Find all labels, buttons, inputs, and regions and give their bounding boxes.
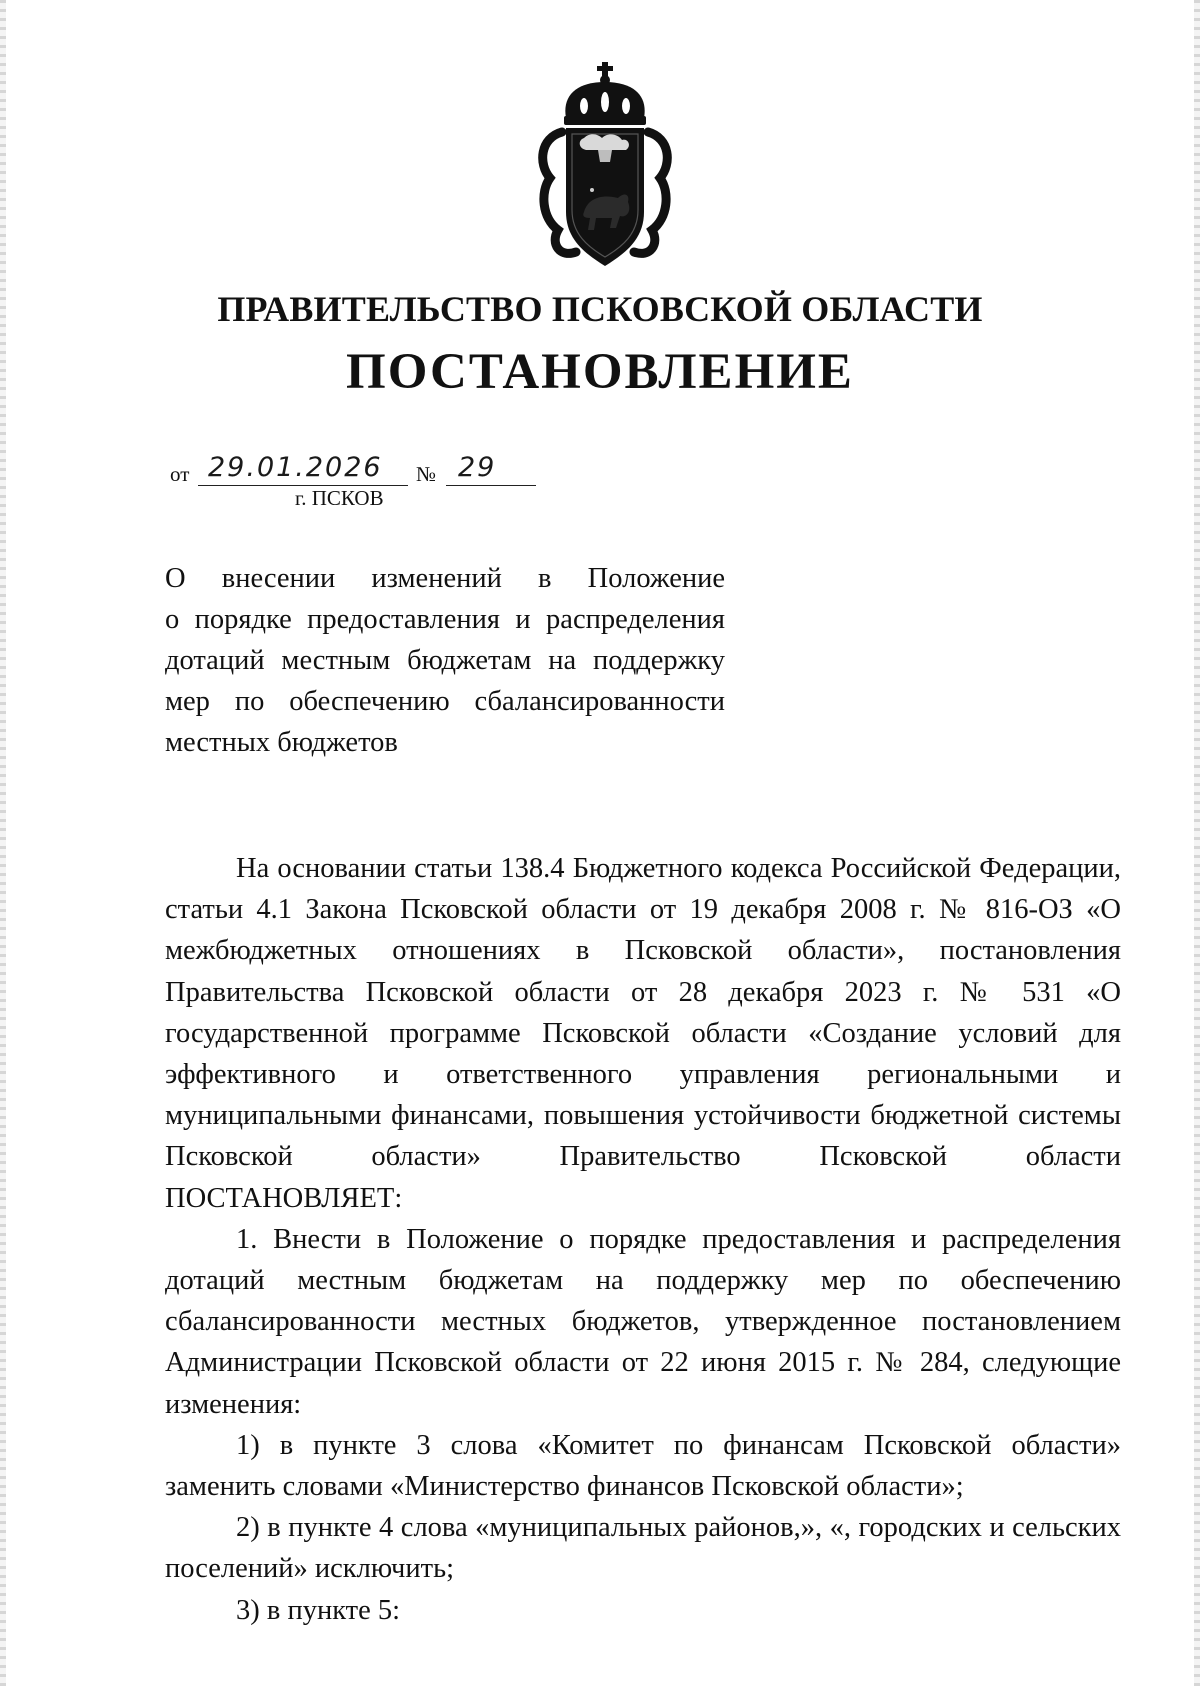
subject-line: О внесении изменений в Положение bbox=[165, 563, 725, 594]
city-label: г. ПСКОВ bbox=[295, 486, 384, 510]
number-underline bbox=[446, 485, 536, 486]
subject-line: местных бюджетов bbox=[165, 727, 398, 758]
preamble-paragraph: На основании статьи 138.4 Бюджетного кодекса Российской Федерации, статьи 4.1 Закона Псковской области от 19 декабря 2008 г. № 816-ОЗ «О межбюджетных отношениях в Псковской области», постановления Правительства Псковской области от 28 декабря 2023 г. № 531 «О государственной программе Псковской области «Создание условий для эффективного и ответственного управления региональными и муниципальными финансами, повышения устойчивости бюджетной системы Псковской области» Правительство Псковской области bbox=[165, 853, 1121, 1173]
document-body bbox=[165, 848, 1121, 1631]
pskov-coat-of-arms-icon bbox=[532, 62, 678, 274]
subject-line: о порядке предоставления и распределения bbox=[165, 604, 725, 635]
number-prefix: № bbox=[416, 462, 437, 486]
decree-word: ПОСТАНОВЛЯЕТ: bbox=[165, 1182, 403, 1214]
subject-line: дотаций местным бюджетам на поддержку bbox=[165, 645, 725, 676]
document-subject bbox=[165, 558, 725, 763]
document-type-title: ПОСТАНОВЛЕНИЕ bbox=[346, 344, 854, 400]
organization-title: ПРАВИТЕЛЬСТВО ПСКОВСКОЙ ОБЛАСТИ bbox=[217, 289, 983, 329]
scan-edge-right bbox=[1194, 0, 1200, 1686]
date-prefix: от bbox=[170, 462, 190, 486]
subitem-2-paragraph: 2) в пункте 4 слова «муниципальных районов,», «, городских и сельских поселений» исключить; bbox=[165, 1512, 1121, 1585]
subject-line: мер по обеспечению сбалансированности bbox=[165, 686, 725, 717]
item-1-paragraph: 1. Внести в Положение о порядке предоставления и распределения дотаций местным бюджетам на поддержку мер по обеспечению сбалансированности местных бюджетов, утвержденное постановлением Администрации Псковской области от 22 июня 2015 г. № 284, следующие изменения: bbox=[165, 1223, 1121, 1420]
subitem-1-paragraph: 1) в пункте 3 слова «Комитет по финансам Псковской области» заменить словами «Министерство финансов Псковской области»; bbox=[165, 1429, 1121, 1503]
subitem-3-paragraph: 3) в пункте 5: bbox=[236, 1594, 401, 1626]
handwritten-number: 29 bbox=[458, 452, 497, 483]
scan-edge-left bbox=[0, 0, 6, 1686]
handwritten-date: 29.01.2026 bbox=[208, 452, 383, 483]
